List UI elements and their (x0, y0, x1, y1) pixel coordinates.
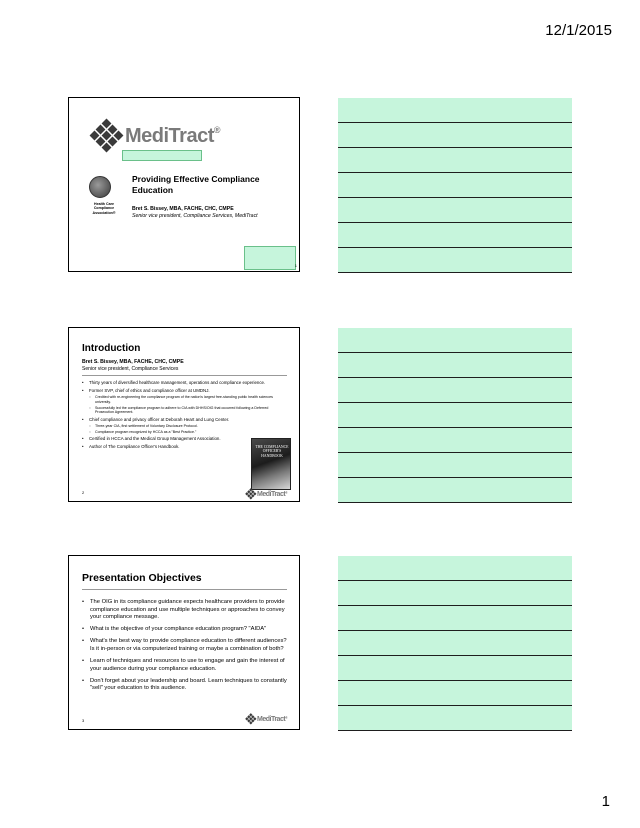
note-line (338, 353, 572, 378)
book-title: THE COMPLIANCE OFFICER'S HANDBOOK (255, 445, 289, 458)
list-item: • Certified in HCCA and the Medical Group Management Association. (82, 436, 257, 442)
hcca-label: Health Care Compliance Association® (92, 202, 116, 215)
list-item: • The OIG in its compliance guidance expects healthcare providers to provide compliance education and use multiple techniques or approaches to convey your compliance message. (82, 599, 290, 622)
page-number: 1 (601, 793, 610, 810)
slide-heading: Introduction (82, 343, 141, 354)
meditract-logo (245, 488, 287, 500)
list-item: • Chief compliance and privacy officer at Deborah Heart and Lung Center. (82, 417, 257, 423)
note-line (338, 403, 572, 428)
slide-number: 1 (294, 263, 297, 268)
presenter-role: Senior vice president, Compliance Services (82, 366, 179, 372)
notes-lines-1 (338, 98, 572, 273)
presenter-role: Senior vice president, Compliance Services, MediTract (132, 213, 258, 219)
list-item: • What is the objective of your compliance education program? "AIDA" (82, 626, 290, 634)
note-line (338, 656, 572, 681)
list-item: ○ Successfully led the compliance program to adhere to CIA with DHHS/OIG that occurred following a Deferred Prosecution Agreement. (82, 406, 282, 415)
presenter-name: Bret S. Bissey, MBA, FACHE, CHC, CMPE (82, 359, 184, 365)
diamond-logo-icon (245, 713, 257, 725)
note-line (338, 248, 572, 273)
list-item: • Author of The Compliance Officer's Handbook. (82, 444, 257, 450)
slide-heading: Presentation Objectives (82, 572, 202, 584)
slide-number: 3 (82, 718, 85, 723)
list-item: • Don't forget about your leadership and board. Learn techniques to constantly "sell" your education to this audience. (82, 678, 290, 693)
note-line (338, 328, 572, 353)
diamond-logo-icon (245, 488, 257, 500)
note-line (338, 681, 572, 706)
list-item: ○ Credited with re-engineering the compliance program of the nation's largest free-standing public health sciences university. (82, 395, 282, 404)
note-line (338, 428, 572, 453)
note-line (338, 706, 572, 731)
note-line (338, 606, 572, 631)
note-line (338, 198, 572, 223)
list-item: • Learn of techniques and resources to use to engage and gain the interest of your audience during your compliance education. (82, 658, 290, 673)
slide-thumbnail-3 (68, 555, 300, 730)
note-line (338, 148, 572, 173)
logo-wordmark: MediTract® (125, 124, 220, 147)
presenter-name: Bret S. Bissey, MBA, FACHE, CHC, CMPE (132, 206, 234, 212)
note-line (338, 478, 572, 503)
note-line (338, 98, 572, 123)
highlight-box (122, 150, 202, 161)
highlight-box (244, 246, 296, 270)
divider (82, 589, 287, 590)
slide-thumbnail-1 (68, 97, 300, 272)
bullet-list (82, 599, 290, 697)
meditract-logo (89, 118, 220, 154)
note-line (338, 631, 572, 656)
notes-lines-2 (338, 328, 572, 503)
note-line (338, 123, 572, 148)
note-line (338, 173, 572, 198)
list-item: • Thirty years of diversified healthcare management, operations and compliance experience. (82, 380, 282, 386)
note-line (338, 556, 572, 581)
notes-lines-3 (338, 556, 572, 731)
meditract-logo (245, 713, 287, 725)
logo-wordmark: MediTract® (257, 715, 288, 723)
list-item: ○ Three-year CIA, first settlement of Voluntary Disclosure Protocol. (82, 424, 257, 429)
note-line (338, 581, 572, 606)
diamond-logo-icon (89, 118, 125, 154)
divider (82, 375, 287, 376)
list-item: ○ Compliance program recognized by HCCA as a "Best Practice." (82, 430, 257, 435)
print-date: 12/1/2015 (545, 22, 612, 39)
list-item: • Former SVP, chief of ethics and compliance officer at UMDNJ. (82, 388, 282, 394)
list-item: • What's the best way to provide compliance education to different audiences? Is it in-person or via computerized training or maybe a combination of both? (82, 638, 290, 653)
slide-thumbnail-2 (68, 327, 300, 502)
logo-wordmark: MediTract® (257, 490, 288, 498)
note-line (338, 223, 572, 248)
hcca-seal-icon (89, 176, 111, 198)
slide-title: Providing Effective Compliance Education (132, 174, 260, 195)
handbook-cover-image (251, 438, 291, 490)
note-line (338, 378, 572, 403)
note-line (338, 453, 572, 478)
slide-number: 2 (82, 490, 85, 495)
